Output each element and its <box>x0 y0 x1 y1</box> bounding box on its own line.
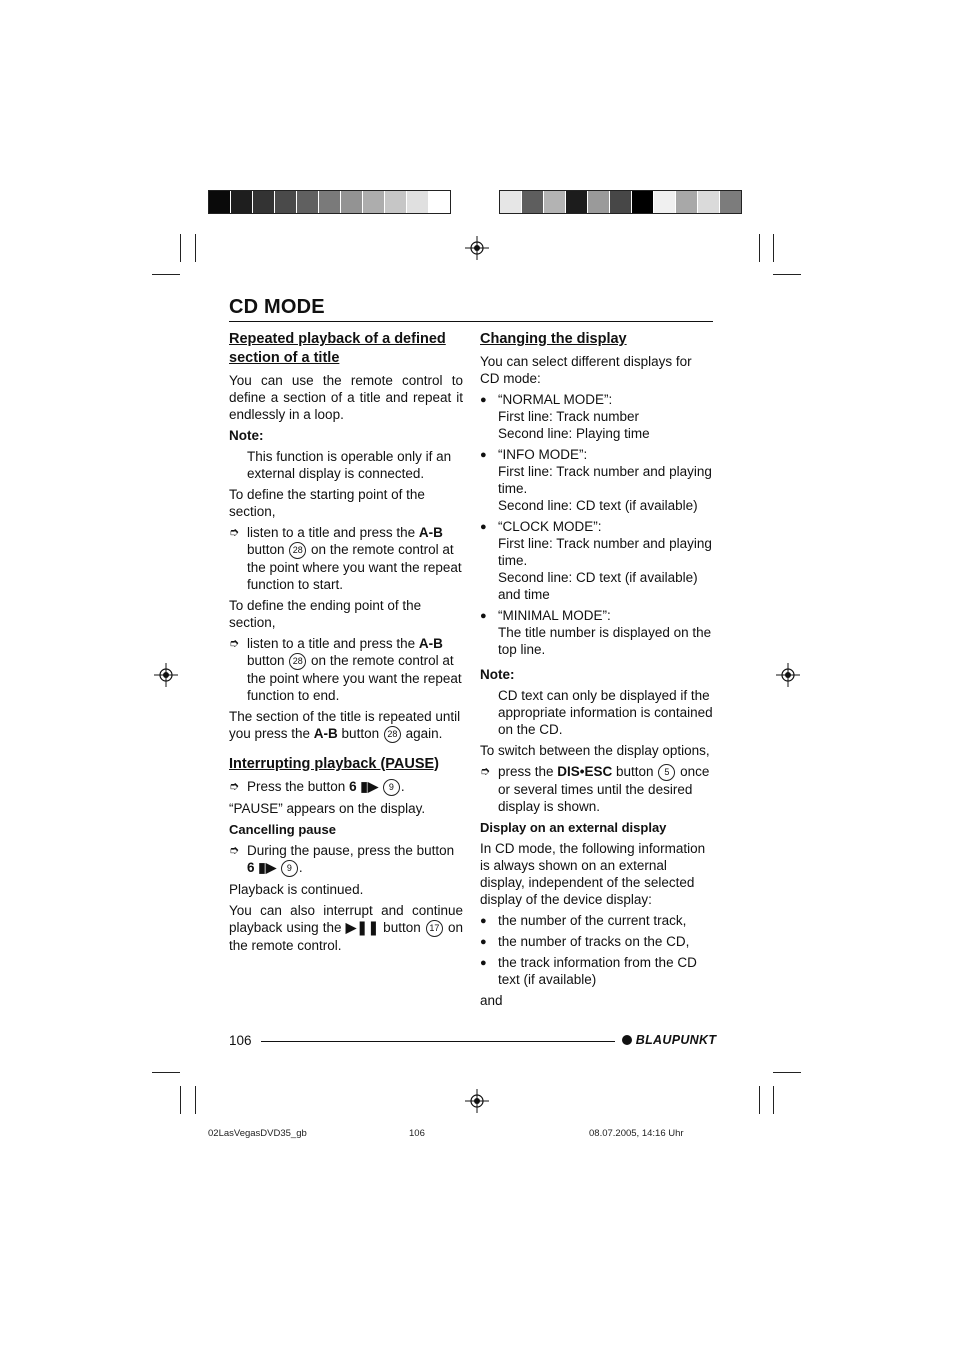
note-text: CD text can only be displayed if the appropriate information is contained on the CD. <box>498 688 713 737</box>
color-swatch <box>385 191 407 213</box>
ref-number: 28 <box>289 542 306 559</box>
color-bar-left <box>208 190 451 214</box>
crop-mark <box>180 234 181 262</box>
color-swatch <box>363 191 385 213</box>
repeat-text-part: The section of the title is repeated until you press the <box>229 708 461 741</box>
color-swatch <box>610 191 632 213</box>
color-swatch <box>676 191 698 213</box>
play-pause-icon: ▶❚❚ <box>345 919 380 935</box>
mode-line: Second line: Playing time <box>498 426 650 441</box>
bullet-icon: ● <box>480 956 487 969</box>
mode-line: First line: Track number and playing time. <box>498 464 712 496</box>
step-text: press the <box>498 764 558 779</box>
color-swatch <box>654 191 676 213</box>
color-swatch <box>429 191 450 213</box>
registration-mark-icon <box>465 236 489 260</box>
color-swatch <box>544 191 566 213</box>
color-swatch <box>341 191 363 213</box>
ext-item <box>480 912 714 929</box>
brand-name: BLAUPUNKT <box>635 1033 717 1047</box>
ref-number: 17 <box>426 920 443 937</box>
right-column <box>480 330 714 1013</box>
define-end-text: To define the ending point of the section, <box>229 597 422 630</box>
section-heading-repeat: Repeated playback of a defined section of a title <box>229 331 446 366</box>
ext-item <box>480 954 714 988</box>
ref-number: 9 <box>383 779 400 796</box>
step-text: button <box>247 542 289 557</box>
slug-page: 106 <box>409 1128 425 1139</box>
ext-item-text: the track information from the CD text (if available) <box>498 954 697 987</box>
crop-mark <box>773 274 801 275</box>
repeat-text-part: button <box>337 725 383 741</box>
color-swatch <box>275 191 297 213</box>
mode-info <box>480 446 714 514</box>
section-heading-pause: Interrupting playback (PAUSE) <box>229 755 440 772</box>
continued-text: Playback is continued. <box>229 881 364 897</box>
ab-button-label: A-B <box>418 525 443 540</box>
color-swatch <box>231 191 253 213</box>
title-rule <box>229 321 713 322</box>
crop-mark <box>152 1072 180 1073</box>
step-text: button <box>612 764 658 779</box>
crop-mark <box>152 274 180 275</box>
color-swatch <box>407 191 429 213</box>
mode-line: First line: Track number and playing time. <box>498 536 712 568</box>
color-swatch <box>209 191 231 213</box>
registration-mark-icon <box>776 663 800 687</box>
also-text-part: button <box>379 919 425 935</box>
color-swatch <box>500 191 522 213</box>
bullet-icon: ● <box>480 394 487 406</box>
bullet-icon: ● <box>480 935 487 948</box>
arrow-icon: ➮ <box>229 635 240 650</box>
arrow-icon: ➮ <box>480 764 491 778</box>
bullet-icon: ● <box>480 914 487 927</box>
ext-item <box>480 933 714 950</box>
also-text-part: on the remote control. <box>229 919 463 953</box>
step-text: . <box>298 859 303 875</box>
mode-title: “NORMAL MODE”: <box>498 392 613 407</box>
step-pause <box>229 778 463 796</box>
bullet-icon: ● <box>480 521 487 533</box>
color-swatch <box>720 191 741 213</box>
brand-logo <box>622 1033 716 1047</box>
crop-mark <box>759 234 760 262</box>
mode-line: First line: Track number <box>498 409 640 424</box>
page-title: CD MODE <box>229 296 325 318</box>
color-swatch <box>253 191 275 213</box>
step-text: During the pause, press the button <box>247 842 455 858</box>
mode-normal <box>480 391 714 442</box>
step-text: on the remote control at the point where you want the repeat function to start. <box>247 542 462 592</box>
play-button-label: 6 ▮▶ <box>349 778 379 794</box>
slug-file: 02LasVegasDVD35_gb <box>208 1128 307 1139</box>
repeat-text-part: again. <box>401 725 443 741</box>
mode-title: “CLOCK MODE”: <box>498 519 602 534</box>
step-text: . <box>400 778 405 794</box>
color-swatch <box>588 191 610 213</box>
color-swatch <box>566 191 588 213</box>
step-text: listen to a title and press the <box>247 635 419 651</box>
crop-mark <box>195 1086 196 1114</box>
crop-mark <box>773 1072 801 1073</box>
slug-date: 08.07.2005, 14:16 Uhr <box>589 1128 684 1139</box>
external-display-heading: Display on an external display <box>480 819 667 835</box>
pause-display-text: “PAUSE” appears on the display. <box>229 800 426 816</box>
ref-number: 5 <box>658 764 675 781</box>
also-text-part: You can also interrupt and continue playback using the <box>229 902 463 935</box>
arrow-icon: ➮ <box>229 842 240 857</box>
mode-minimal <box>480 607 714 658</box>
registration-mark-icon <box>154 663 178 687</box>
step-text: Press the button <box>247 778 350 794</box>
crop-mark <box>773 1086 774 1114</box>
mode-title: “INFO MODE”: <box>498 447 588 462</box>
intro-text: You can use the remote control to define a section of a title and repeat it endlessly in a loop. <box>229 373 463 422</box>
cancel-heading: Cancelling pause <box>229 821 336 837</box>
step-end <box>229 635 463 704</box>
crop-mark <box>759 1086 760 1114</box>
ab-button-label: A-B <box>313 725 338 741</box>
left-column <box>229 330 463 958</box>
arrow-icon: ➮ <box>229 778 240 793</box>
note-label: Note: <box>229 428 264 443</box>
brand-dot-icon <box>622 1035 632 1045</box>
ext-item-text: the number of tracks on the CD, <box>498 933 690 949</box>
note-text: This function is operable only if an external display is connected. <box>247 449 452 481</box>
step-text: once or several times until the desired display is shown. <box>498 764 710 814</box>
and-text: and <box>480 992 503 1008</box>
display-intro: You can select different displays for CD mode: <box>480 354 692 386</box>
color-swatch <box>319 191 341 213</box>
step-cancel <box>229 842 463 877</box>
step-switch <box>480 763 714 815</box>
section-heading-display: Changing the display <box>480 331 627 347</box>
color-swatch <box>632 191 654 213</box>
footer-rule <box>261 1041 615 1042</box>
external-display-intro: In CD mode, the following information is always shown on an external display, independent of the selected display of the device display: <box>480 840 706 907</box>
mode-title: “MINIMAL MODE”: <box>498 608 611 623</box>
color-swatch <box>698 191 720 213</box>
color-swatch <box>522 191 544 213</box>
page-number: 106 <box>229 1033 252 1048</box>
bullet-icon: ● <box>480 449 487 461</box>
mode-line: Second line: CD text (if available) <box>498 498 698 513</box>
define-start-text: To define the starting point of the section, <box>229 487 425 519</box>
color-bar-right <box>499 190 742 214</box>
ref-number: 28 <box>289 653 306 670</box>
mode-line: Second line: CD text (if available) and time <box>498 570 698 602</box>
step-text: on the remote control at the point where you want the repeat function to end. <box>247 652 462 703</box>
dis-esc-button-label: DIS•ESC <box>557 764 613 779</box>
step-text: button <box>247 652 289 668</box>
ref-number: 9 <box>281 860 298 877</box>
ref-number: 28 <box>384 726 401 743</box>
switch-text: To switch between the display options, <box>480 743 710 758</box>
registration-mark-icon <box>465 1089 489 1113</box>
also-text <box>229 902 463 954</box>
color-swatch <box>297 191 319 213</box>
mode-line: The title number is displayed on the top line. <box>498 625 712 657</box>
step-start <box>229 524 463 593</box>
ab-button-label: A-B <box>418 635 443 651</box>
repeat-text <box>229 708 463 743</box>
crop-mark <box>180 1086 181 1114</box>
step-text: listen to a title and press the <box>247 525 419 540</box>
play-button-label: 6 ▮▶ <box>247 859 277 875</box>
note-label: Note: <box>480 667 515 682</box>
bullet-icon: ● <box>480 610 487 622</box>
ext-item-text: the number of the current track, <box>498 912 687 928</box>
arrow-icon: ➮ <box>229 525 240 539</box>
crop-mark <box>195 234 196 262</box>
mode-clock <box>480 518 714 603</box>
crop-mark <box>773 234 774 262</box>
